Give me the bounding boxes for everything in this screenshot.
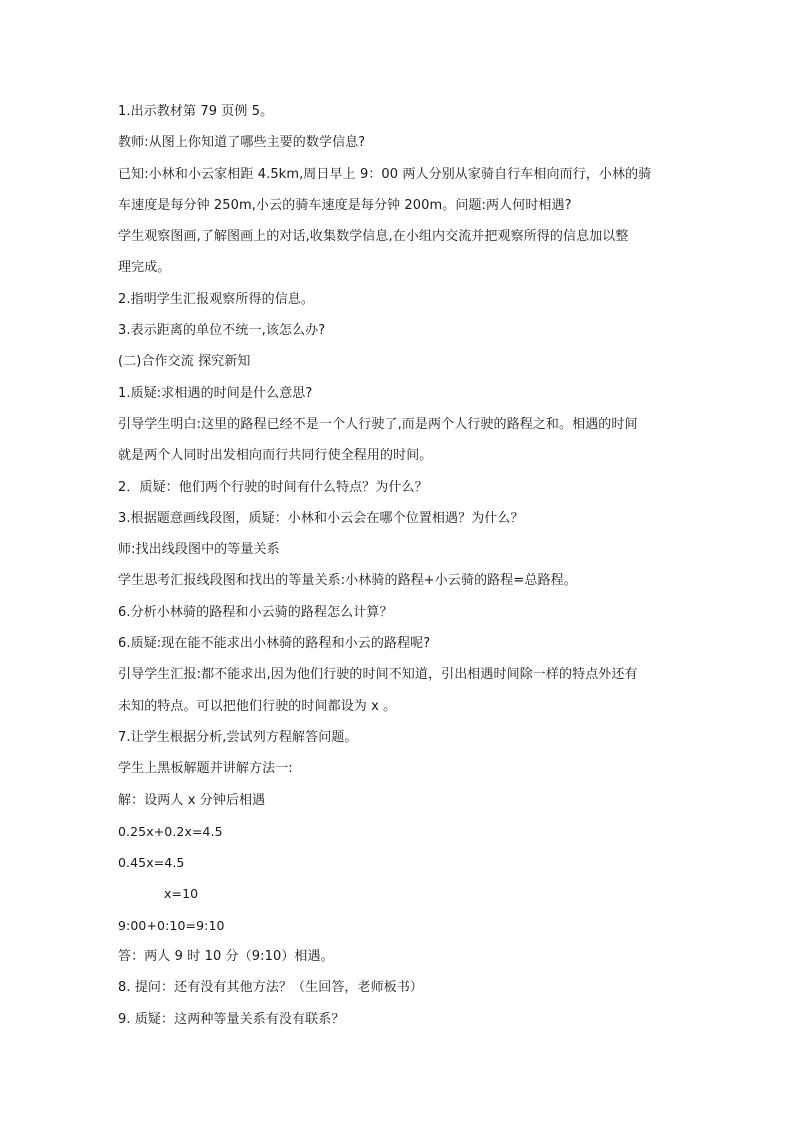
text-line: 未知的特点。可以把他们行驶的时间都设为 x 。	[118, 698, 397, 714]
text-line: 学生思考汇报线段图和找出的等量关系:小林骑的路程+小云骑的路程=总路程。	[118, 573, 577, 589]
text-line: 3.根据题意画线段图，质疑：小林和小云会在哪个位置相遇？为什么？	[118, 510, 524, 526]
text-line: 理完成。	[118, 260, 171, 276]
equation-line: 0.25x+0.2x=4.5	[118, 823, 223, 839]
text-line: 2.指明学生汇报观察所得的信息。	[118, 291, 315, 307]
text-line: 1.质疑:求相遇的时间是什么意思?	[118, 385, 313, 401]
equation-line: 9:00+0:10=9:10	[118, 917, 225, 933]
text-line: 3.表示距离的单位不统一,该怎么办?	[118, 323, 326, 339]
solution-line: 解：设两人 x 分钟后相遇	[118, 792, 266, 808]
text-line: 已知:小林和小云家相距 4.5km,周日早上 9：00 两人分别从家骑自行车相向而行，小林的骑	[118, 166, 652, 182]
text-line: 教师:从图上你知道了哪些主要的数学信息?	[118, 135, 366, 151]
text-line: 车速度是每分钟 250m,小云的骑车速度是每分钟 200m。问题:两人何时相遇?	[118, 197, 572, 213]
text-line: 9. 质疑：这两种等量关系有没有联系？	[118, 1011, 345, 1027]
text-line: 1.出示教材第 79 页例 5。	[118, 104, 274, 119]
text-line: 就是两个人同时出发相向而行共同行使全程用的时间。	[118, 448, 433, 464]
text-line: 引导学生汇报:都不能求出,因为他们行驶的时间不知道，引出相遇时间除一样的特点外还有	[118, 667, 638, 683]
equation-line: 0.45x=4.5	[118, 855, 185, 871]
answer-line: 答：两人 9 时 10 分（9:10）相遇。	[118, 949, 334, 965]
section-heading: (二)合作交流 探究新知	[118, 354, 251, 370]
equation-line: x=10	[164, 886, 199, 902]
document-body	[118, 96, 684, 1035]
text-line: 师:找出线段图中的等量关系	[118, 542, 280, 558]
text-line: 学生观察图画,了解图画上的对话,收集数学信息,在小组内交流并把观察所得的信息加以整	[118, 229, 629, 245]
text-line: 2．质疑：他们两个行驶的时间有什么特点？为什么？	[118, 479, 428, 495]
text-line: 6.质疑:现在能不能求出小林骑的路程和小云的路程呢?	[118, 636, 431, 652]
text-line: 7.让学生根据分析,尝试列方程解答问题。	[118, 729, 358, 745]
text-line: 学生上黑板解题并讲解方法一:	[118, 761, 293, 777]
text-line: 引导学生明白:这里的路程已经不是一个人行驶了,而是两个人行驶的路程之和。相遇的时间	[118, 416, 638, 432]
text-line: 8. 提问：还有没有其他方法？（生回答，老师板书）	[118, 980, 424, 996]
text-line: 6.分析小林骑的路程和小云骑的路程怎么计算？	[118, 604, 393, 620]
